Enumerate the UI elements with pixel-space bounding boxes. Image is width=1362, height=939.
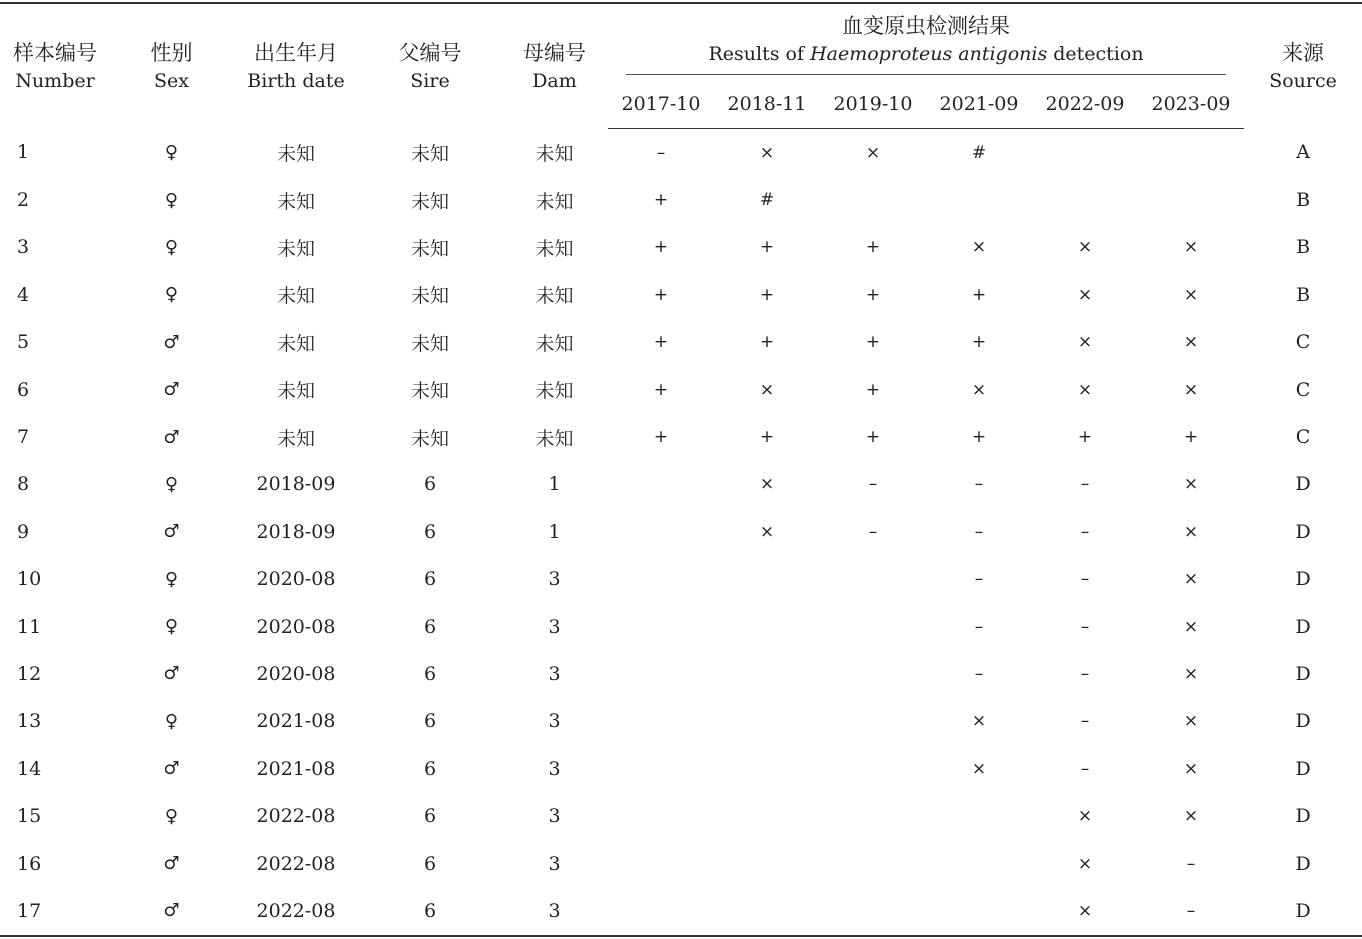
row-result-cell: × [971,379,987,400]
row-result-cell [608,698,714,745]
row-sex-cell: ♀ [164,141,179,163]
row-sex-cell: ♀ [164,284,179,306]
row-result-cell: + [865,427,881,448]
row-birth-date-cell: 2021-08 [256,710,336,733]
row-result-cell: × [1077,853,1093,874]
row-source-cell: D [1295,805,1311,828]
row-source-cell: D [1244,887,1362,935]
row-sex-cell: ♂ [163,379,180,401]
row-result-cell [608,840,714,887]
row-number-cell: 10 [17,568,42,591]
row-result-cell: × [1183,332,1199,353]
table-row [0,556,1362,603]
row-source-cell: A [1296,141,1310,164]
row-dam-cell: 未知 [535,285,574,308]
row-result-cell: + [971,284,987,305]
row-result-cell: × [759,521,775,542]
row-result-cell: × [1077,379,1093,400]
row-result-cell [714,603,820,650]
row-number-cell: 2 [17,189,30,212]
row-sire-cell: 6 [423,473,437,496]
row-result-cell [714,745,820,792]
row-result-cell [608,745,714,792]
row-source-cell: C [1295,331,1311,354]
row-result-cell: + [1077,427,1093,448]
header-number [0,3,110,129]
row-sire-cell: 6 [423,852,437,875]
row-result-cell: – [1080,569,1090,590]
row-result-cell: × [1183,521,1199,542]
header-source-en: Source [1269,69,1337,92]
header-dam-en: Dam [532,69,577,92]
row-sex-cell: ♀ [164,189,179,211]
row-result-cell: – [656,142,666,163]
row-birth-date-cell: 2020-08 [256,662,336,685]
row-birth-date-cell: 未知 [276,380,315,403]
header-sire [359,3,501,129]
row-result-cell: + [1183,427,1199,448]
row-result-cell [820,650,926,697]
row-result-cell [926,887,1032,935]
row-result-cell [714,556,820,603]
row-sire-cell: 6 [423,520,437,543]
header-year: 2019-10 [820,80,926,129]
header-detection-species: Haemoproteus antigonis [810,42,1048,65]
row-dam-cell: 3 [548,757,561,780]
row-birth-date-cell: 未知 [276,142,315,165]
row-number-cell: 11 [17,615,42,638]
row-number-cell: 4 [17,283,30,306]
row-result-cell [1138,129,1244,177]
table-row [0,413,1362,460]
row-sex-cell: ♂ [163,663,180,685]
row-result-cell: # [971,142,987,163]
row-sire-cell: 6 [423,615,437,638]
header-sire-cn: 父编号 [398,40,462,65]
row-sire-cell: 未知 [410,142,449,165]
row-source-cell: D [1295,473,1311,496]
header-detection-group [608,3,1244,80]
table-row [0,603,1362,650]
table-row [0,366,1362,413]
row-result-cell: + [865,379,881,400]
row-number-cell: 16 [17,852,42,875]
row-dam-cell: 未知 [535,190,574,213]
row-result-cell: × [759,379,775,400]
header-year: 2018-11 [714,80,820,129]
row-dam-cell: 未知 [535,142,574,165]
row-sex-cell: ♀ [164,710,179,732]
row-result-cell: × [1183,806,1199,827]
row-sex-cell: ♀ [164,236,179,258]
row-result-cell: × [1183,284,1199,305]
row-result-cell: – [1080,474,1090,495]
row-result-cell: – [1080,521,1090,542]
row-sire-cell: 6 [423,568,437,591]
row-sire-cell: 未知 [410,380,449,403]
row-result-cell: – [974,616,984,637]
row-sex-cell: ♂ [163,331,180,353]
row-source-cell: D [1295,615,1311,638]
row-result-cell [820,556,926,603]
table-row [0,650,1362,697]
row-sire-cell: 未知 [410,237,449,260]
row-birth-date-cell: 2022-08 [256,852,336,875]
row-number-cell: 7 [17,426,30,449]
row-result-cell [820,745,926,792]
table-row [0,508,1362,555]
row-result-cell: – [868,521,878,542]
row-result-cell [714,650,820,697]
row-source-cell: D [1295,662,1311,685]
row-birth-date-cell: 2021-08 [256,757,336,780]
header-sex-cn: 性别 [150,40,193,65]
table-body [0,129,1362,936]
row-sex-cell: ♂ [163,521,180,543]
row-result-cell [820,698,926,745]
table-row [0,792,1362,839]
header-year: 2021-09 [926,80,1032,129]
row-result-cell: + [759,237,775,258]
row-result-cell: + [865,237,881,258]
row-sire-cell: 6 [423,757,437,780]
table-row [0,698,1362,745]
row-sex-cell: ♂ [110,887,233,935]
header-detection-cn: 血变原虫检测结果 [842,13,1011,38]
row-result-cell [608,556,714,603]
row-sire-cell: 6 [359,887,501,935]
row-result-cell: × [971,758,987,779]
header-year: 2022-09 [1032,80,1138,129]
table-row [0,745,1362,792]
row-result-cell: – [1080,616,1090,637]
row-number-cell: 13 [17,710,42,733]
header-year: 2023-09 [1138,80,1244,129]
row-source-cell: B [1296,236,1311,259]
row-dam-cell: 1 [548,520,561,543]
row-sex-cell: ♀ [164,616,179,638]
row-source-cell: B [1296,189,1311,212]
row-result-cell: × [759,474,775,495]
row-birth-date-cell: 2018-09 [256,473,336,496]
row-number-cell: 3 [17,236,30,259]
row-result-cell: × [1077,332,1093,353]
row-result-cell [820,176,926,223]
row-result-cell [1032,129,1138,177]
row-result-cell [926,840,1032,887]
row-result-cell [608,887,714,935]
header-detection-en [626,42,1226,66]
row-result-cell [714,887,820,935]
row-result-cell: × [1183,758,1199,779]
row-number-cell: 6 [17,378,30,401]
table-row [0,840,1362,887]
row-result-cell: – [974,474,984,495]
row-sex-cell: ♂ [163,853,180,875]
row-result-cell: × [1077,284,1093,305]
header-source [1244,3,1362,129]
row-result-cell: – [974,521,984,542]
row-number-cell: 17 [0,887,110,935]
row-result-cell [926,792,1032,839]
row-number-cell: 5 [17,331,30,354]
header-number-cn: 样本编号 [13,40,97,65]
row-result-cell [820,887,926,935]
row-result-cell: × [971,711,987,732]
row-result-cell: + [759,284,775,305]
row-result-cell: – [868,474,878,495]
row-birth-date-cell: 2020-08 [256,615,336,638]
row-dam-cell: 3 [548,662,561,685]
row-source-cell: D [1295,757,1311,780]
table-row [0,887,1362,935]
row-result-cell: – [1080,711,1090,732]
row-result-cell [608,650,714,697]
row-result-cell: – [1138,887,1244,935]
row-result-cell: × [971,237,987,258]
row-number-cell: 12 [17,662,42,685]
row-result-cell: × [1183,474,1199,495]
row-sire-cell: 未知 [410,285,449,308]
row-result-cell [608,508,714,555]
table-row [0,176,1362,223]
row-result-cell: + [653,190,669,211]
header-sex [110,3,233,129]
row-result-cell: – [974,663,984,684]
row-birth-date-cell: 2022-08 [233,887,359,935]
row-result-cell: + [759,427,775,448]
row-sex-cell: ♀ [164,473,179,495]
row-number-cell: 15 [17,805,42,828]
row-source-cell: C [1295,378,1311,401]
row-result-cell [820,792,926,839]
header-year: 2017-10 [608,80,714,129]
row-result-cell: × [1183,711,1199,732]
row-result-cell: # [759,190,775,211]
row-sire-cell: 未知 [410,190,449,213]
row-sire-cell: 6 [423,710,437,733]
row-dam-cell: 3 [548,568,561,591]
row-dam-cell: 3 [548,710,561,733]
row-dam-cell: 3 [548,615,561,638]
row-birth-date-cell: 未知 [276,285,315,308]
row-number-cell: 9 [17,520,30,543]
detection-results-table [0,2,1362,937]
row-result-cell: + [653,284,669,305]
row-sex-cell: ♂ [163,426,180,448]
row-result-cell [608,792,714,839]
row-sire-cell: 未知 [410,427,449,450]
row-result-cell: + [653,237,669,258]
table-row [0,319,1362,366]
row-result-cell: + [653,379,669,400]
row-result-cell: + [971,427,987,448]
row-result-cell [714,792,820,839]
row-number-cell: 14 [17,757,42,780]
row-result-cell: × [1183,663,1199,684]
row-birth-date-cell: 未知 [276,427,315,450]
row-birth-date-cell: 未知 [276,237,315,260]
row-result-cell: × [1183,237,1199,258]
row-source-cell: D [1295,520,1311,543]
header-birth-date [233,3,359,129]
row-result-cell: – [974,569,984,590]
row-result-cell: × [1032,887,1138,935]
row-result-cell [714,840,820,887]
header-detection-en-prefix: Results of [708,42,811,65]
row-result-cell: + [653,332,669,353]
row-dam-cell: 3 [548,805,561,828]
row-result-cell [714,698,820,745]
row-source-cell: D [1295,852,1311,875]
header-number-en: Number [15,69,95,92]
row-sire-cell: 未知 [410,332,449,355]
row-sire-cell: 6 [423,662,437,685]
row-dam-cell: 3 [548,852,561,875]
table-row [0,461,1362,508]
row-result-cell: – [1080,663,1090,684]
row-result-cell: × [1183,616,1199,637]
row-result-cell [926,176,1032,223]
row-number-cell: 8 [17,473,30,496]
row-result-cell: × [1077,806,1093,827]
row-result-cell: × [1183,569,1199,590]
row-source-cell: D [1295,710,1311,733]
header-source-cn: 来源 [1282,40,1325,65]
header-birth-date-cn: 出生年月 [254,40,338,65]
row-result-cell: + [865,332,881,353]
row-result-cell [820,840,926,887]
row-birth-date-cell: 2020-08 [256,568,336,591]
table-row [0,224,1362,271]
header-birth-date-en: Birth date [247,69,345,92]
row-source-cell: C [1295,426,1311,449]
row-result-cell: – [1186,853,1196,874]
row-sex-cell: ♂ [163,758,180,780]
row-result-cell: + [865,284,881,305]
row-birth-date-cell: 2022-08 [256,805,336,828]
row-result-cell: × [759,142,775,163]
row-result-cell: × [865,142,881,163]
row-dam-cell: 未知 [535,380,574,403]
row-result-cell [1032,176,1138,223]
row-result-cell [608,603,714,650]
row-number-cell: 1 [17,141,30,164]
row-dam-cell: 3 [501,887,608,935]
row-sex-cell: ♀ [164,568,179,590]
row-dam-cell: 1 [548,473,561,496]
row-result-cell [820,603,926,650]
header-detection-en-suffix: detection [1047,42,1144,65]
row-dam-cell: 未知 [535,237,574,260]
row-sire-cell: 6 [423,805,437,828]
row-source-cell: D [1295,568,1311,591]
header-sex-en: Sex [154,69,189,92]
row-result-cell: + [971,332,987,353]
table-row [0,271,1362,318]
row-birth-date-cell: 未知 [276,332,315,355]
row-source-cell: B [1296,283,1311,306]
row-result-cell: + [653,427,669,448]
row-dam-cell: 未知 [535,427,574,450]
row-result-cell [608,461,714,508]
row-birth-date-cell: 2018-09 [256,520,336,543]
header-sire-en: Sire [410,69,450,92]
row-result-cell: – [1080,758,1090,779]
table-header [0,3,1362,129]
row-dam-cell: 未知 [535,332,574,355]
row-result-cell: + [759,332,775,353]
header-dam [501,3,608,129]
row-result-cell [1138,176,1244,223]
header-dam-cn: 母编号 [523,40,586,65]
row-birth-date-cell: 未知 [276,190,315,213]
row-result-cell: × [1183,379,1199,400]
row-result-cell: × [1077,237,1093,258]
table-row [0,129,1362,177]
row-sex-cell: ♀ [164,805,179,827]
